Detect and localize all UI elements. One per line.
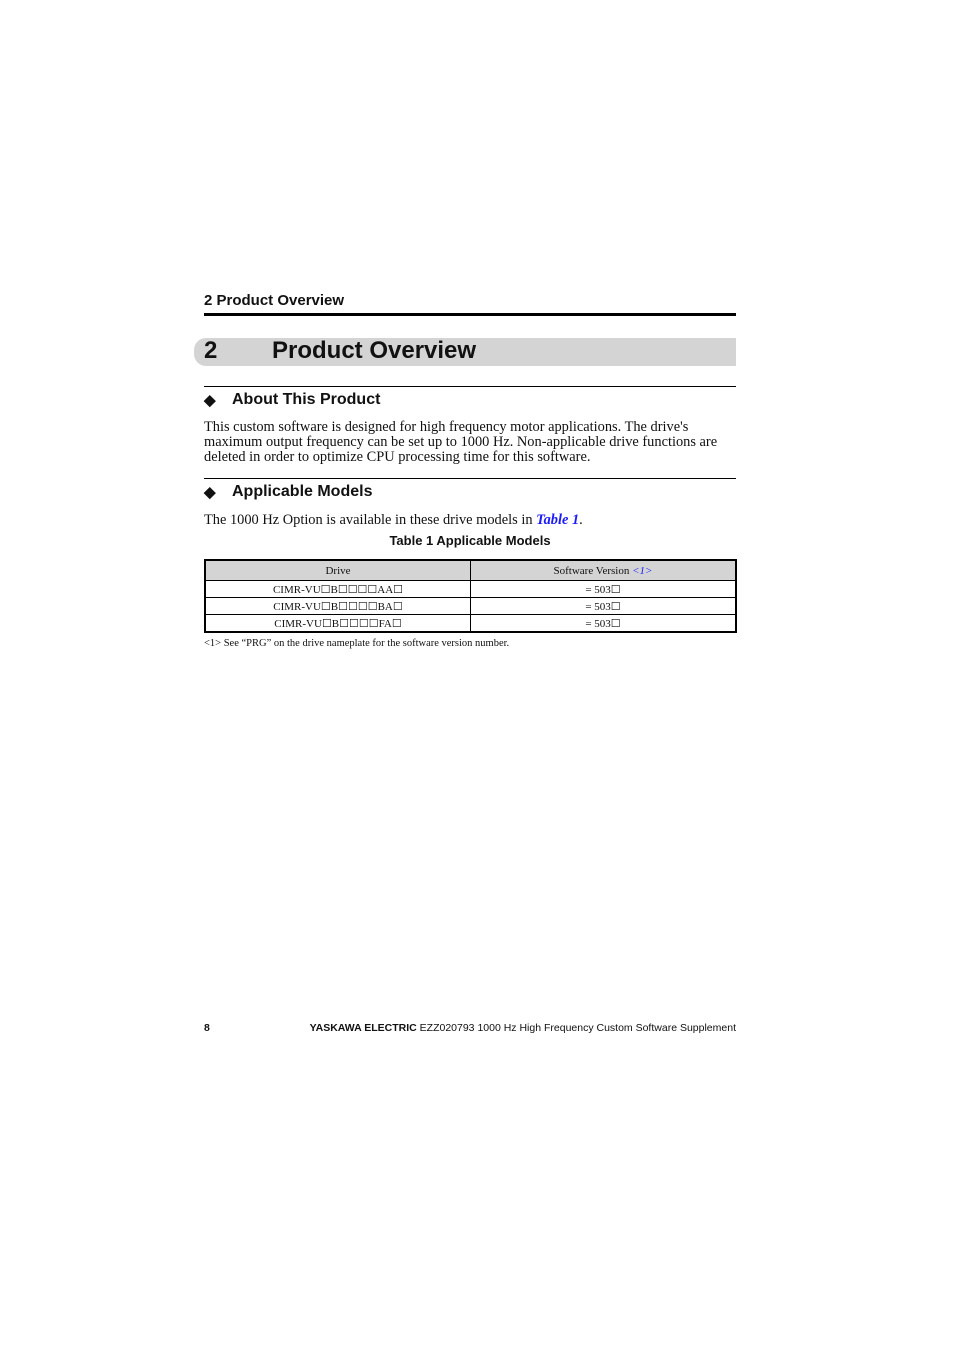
drive-model-cell: CIMR-VU☐B☐☐☐☐FA☐ xyxy=(205,615,471,633)
column-header-drive: Drive xyxy=(205,560,471,581)
diamond-bullet-icon: ◆ xyxy=(204,392,216,409)
chapter-heading-bar xyxy=(194,338,736,366)
section-heading xyxy=(204,480,736,504)
column-header-software-text: Software Version xyxy=(553,564,633,577)
section-about xyxy=(204,386,736,465)
section-applicable-models xyxy=(204,478,736,528)
table-row xyxy=(205,598,736,615)
models-intro-text: The 1000 Hz Option is available in these drive models in xyxy=(204,512,537,528)
footer-brand: YASKAWA ELECTRIC xyxy=(309,1022,417,1034)
section-heading xyxy=(204,388,736,412)
software-version-cell: = 503☐ xyxy=(471,598,737,615)
column-header-software-version xyxy=(471,560,737,581)
diamond-bullet-icon: ◆ xyxy=(204,484,216,501)
table-header-row xyxy=(205,560,736,581)
table-1-link[interactable]: Table 1 xyxy=(536,512,580,528)
table-footnote: <1> See “PRG” on the drive nameplate for the software version number. xyxy=(204,638,510,649)
section-heading-text: Applicable Models xyxy=(232,483,373,500)
chapter-number: 2 xyxy=(204,337,218,364)
footer-doc-info xyxy=(310,1022,736,1034)
models-intro xyxy=(204,513,736,528)
drive-model-cell: CIMR-VU☐B☐☐☐☐BA☐ xyxy=(205,598,471,615)
table-row xyxy=(205,581,736,598)
about-paragraph: This custom software is designed for high frequency motor applications. The drive's maximum output frequency can be set up to 1000 Hz. Non-applicable drive functions are deleted in order to optimize CPU processing time for this software. xyxy=(204,419,718,465)
section-heading-text: About This Product xyxy=(232,391,381,408)
applicable-models-table xyxy=(204,559,737,633)
footer-doc-title: EZZ020793 1000 Hz High Frequency Custom Software Supplement xyxy=(416,1022,736,1034)
table-row xyxy=(205,615,736,633)
software-version-cell: = 503☐ xyxy=(471,581,737,598)
drive-model-cell: CIMR-VU☐B☐☐☐☐AA☐ xyxy=(205,581,471,598)
running-head: 2 Product Overview xyxy=(204,292,736,316)
software-version-cell: = 503☐ xyxy=(471,615,737,633)
footnote-ref-link[interactable]: <1> xyxy=(632,564,653,577)
models-intro-end: . xyxy=(579,512,583,528)
chapter-title: Product Overview xyxy=(272,337,477,364)
table-caption: Table 1 Applicable Models xyxy=(389,533,551,548)
page-number: 8 xyxy=(204,1022,210,1034)
